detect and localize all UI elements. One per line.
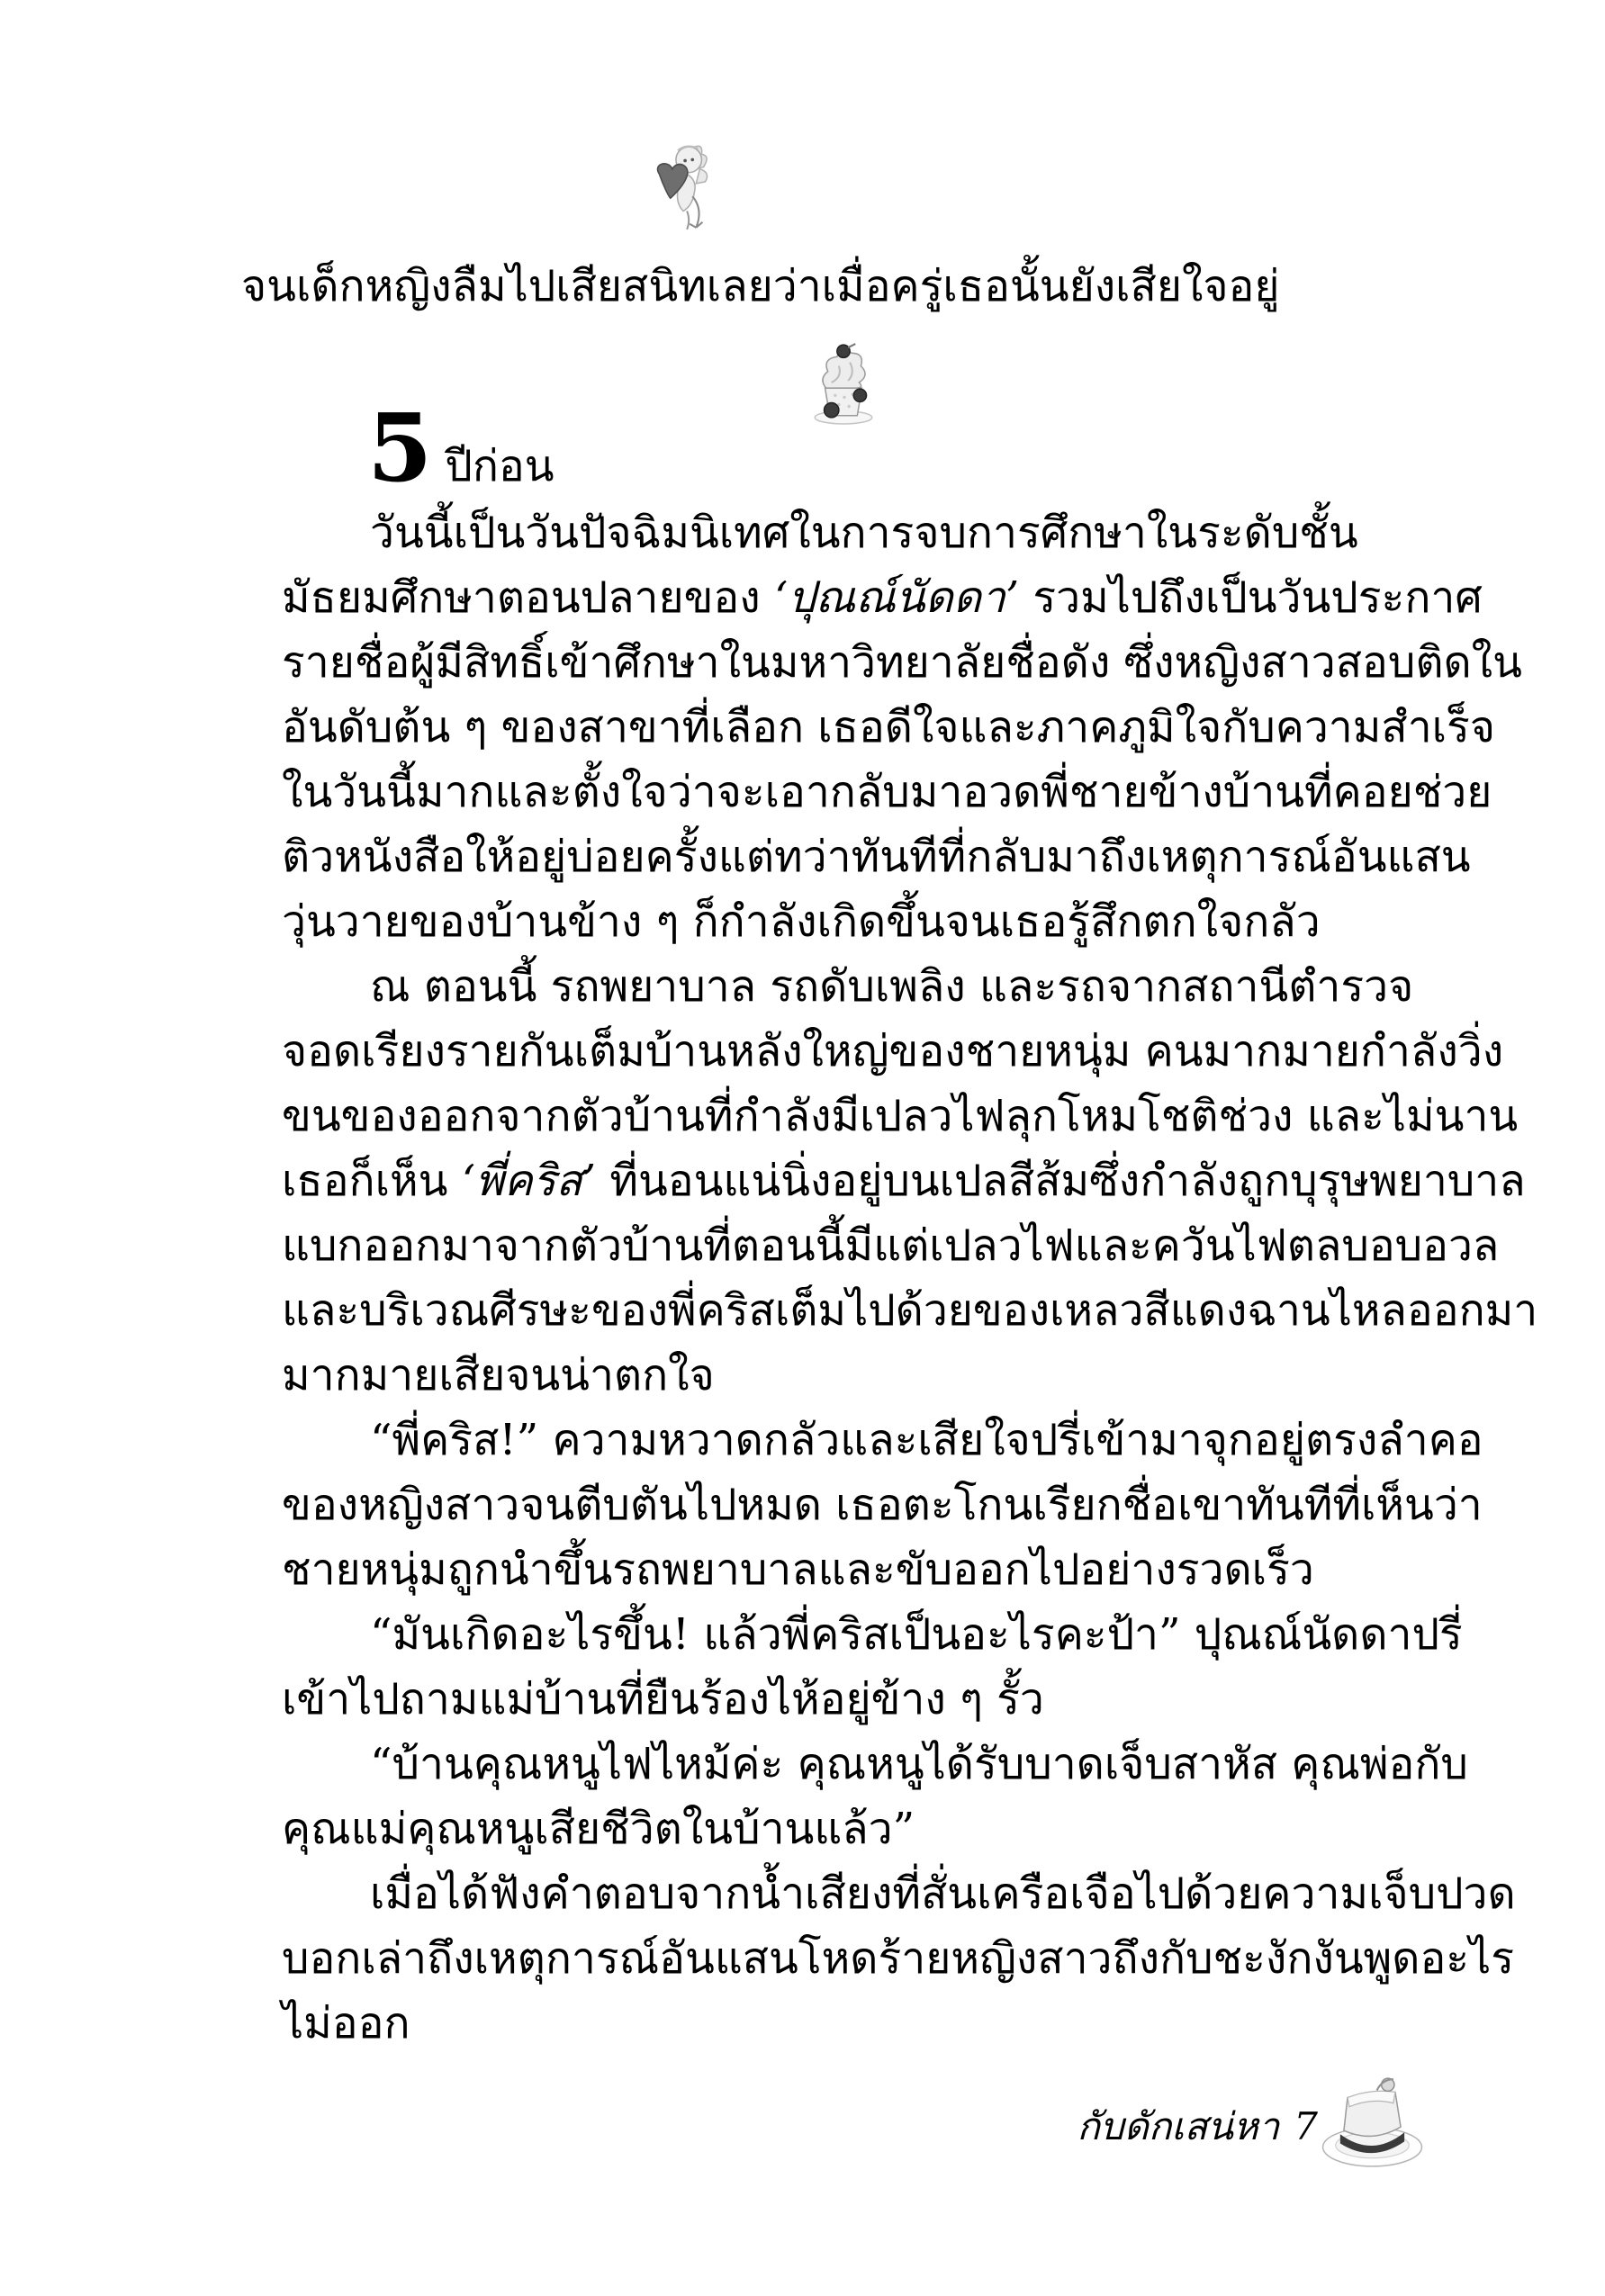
section-heading: [367, 392, 555, 503]
body-text: [282, 500, 1538, 2056]
text-line: “พี่คริส!” ความหวาดกลัวและเสียใจปรี่เข้ามาจุกอยู่ตรงลำคอ: [370, 1415, 1483, 1465]
book-title: กับดักเสน่หา: [1077, 2104, 1280, 2148]
paragraph: [282, 1732, 1468, 1861]
intro-line: จนเด็กหญิงลืมไปเสียสนิทเลยว่าเมื่อครู่เธอนั้นยังเสียใจอยู่: [241, 261, 1280, 311]
text-line: ไม่ออก: [282, 1998, 410, 2048]
text-line: มากมายเสียจนน่าตกใจ: [282, 1350, 715, 1400]
section-heading-text: ปีก่อน: [445, 441, 555, 491]
text-line: “บ้านคุณหนูไฟไหม้ค่ะ คุณหนูได้รับบาดเจ็บสาหัส คุณพ่อกับ: [370, 1739, 1468, 1789]
cupcake-icon: [811, 340, 876, 425]
text-line: คุณแม่คุณหนูเสียชีวิตในบ้านแล้ว”: [282, 1804, 915, 1854]
paragraph: [282, 954, 1538, 1408]
text-line: อันดับต้น ๆ ของสาขาที่เลือก เธอดีใจและภาคภูมิใจกับความสำเร็จ: [282, 702, 1495, 752]
text-line: เมื่อได้ฟังคำตอบจากน้ำเสียงที่สั่นเครือเจือไปด้วยความเจ็บปวด: [370, 1868, 1516, 1919]
text-line: ติวหนังสือให้อยู่บ่อยครั้งแต่ทว่าทันทีที่กลับมาถึงเหตุการณ์อันแสน: [282, 832, 1471, 882]
paragraph: [282, 1408, 1483, 1602]
text-line: วุ่นวายของบ้านข้าง ๆ ก็กำลังเกิดขึ้นจนเธอรู้สึกตกใจกลัว: [282, 896, 1321, 947]
text-line: เข้าไปถามแม่บ้านที่ยืนร้องไห้อยู่ข้าง ๆ รั้ว: [282, 1674, 1044, 1724]
text-line: ในวันนี้มากและตั้งใจว่าจะเอากลับมาอวดพี่ชายข้างบ้านที่คอยช่วย: [282, 767, 1492, 817]
text-line: “มันเกิดอะไรขึ้น! แล้วพี่คริสเป็นอะไรคะป้า” ปุณณ์นัดดาปรี่: [370, 1609, 1463, 1660]
page-footer: [900, 2097, 1318, 2156]
character-name-italic: ‘พี่คริส’: [461, 1156, 597, 1206]
text-segment: เธอก็เห็น: [282, 1156, 462, 1206]
text-segment: ที่นอนแน่นิ่งอยู่บนเปลสีส้มซึ่งกำลังถูกบุรุษพยาบาล: [596, 1156, 1526, 1206]
paragraph: [282, 500, 1522, 954]
page-number: 7: [1294, 2104, 1318, 2148]
text-line: ขนของออกจากตัวบ้านที่กำลังมีเปลวไฟลุกโหมโชติช่วง และไม่นาน: [282, 1091, 1519, 1141]
text-line: รายชื่อผู้มีสิทธิ์เข้าศึกษาในมหาวิทยาลัยชื่อดัง ซึ่งหญิงสาวสอบติดใน: [282, 637, 1522, 688]
cake-slice-icon: [1320, 2070, 1426, 2171]
cupid-heart-icon: [650, 140, 711, 235]
paragraph: [282, 1861, 1516, 2056]
text-line: ชายหนุ่มถูกนำขึ้นรถพยาบาลและขับออกไปอย่างรวดเร็ว: [282, 1544, 1314, 1595]
text-line: ณ ตอนนี้ รถพยาบาล รถดับเพลิง และรถจากสถานีตำรวจ: [370, 961, 1414, 1012]
text-line: [282, 565, 1483, 630]
section-number: 5: [367, 392, 433, 503]
paragraph: [282, 1602, 1463, 1732]
text-line: [282, 1148, 1526, 1213]
text-line: แบกออกมาจากตัวบ้านที่ตอนนี้มีแต่เปลวไฟและควันไฟตลบอบอวล: [282, 1220, 1500, 1271]
text-segment: มัธยมศึกษาตอนปลายของ: [282, 572, 774, 623]
text-line: ของหญิงสาวจนตีบตันไปหมด เธอตะโกนเรียกชื่อเขาทันทีที่เห็นว่า: [282, 1480, 1483, 1530]
text-line: บอกเล่าถึงเหตุการณ์อันแสนโหดร้ายหญิงสาวถึงกับชะงักงันพูดอะไร: [282, 1933, 1514, 1984]
character-name-italic: ‘ปุณณ์นัดดา’: [773, 572, 1020, 623]
text-line: จอดเรียงรายกันเต็มบ้านหลังใหญ่ของชายหนุ่ม คนมากมายกำลังวิ่ง: [282, 1026, 1504, 1076]
text-segment: รวมไปถึงเป็นวันประกาศ: [1019, 572, 1483, 623]
text-line: วันนี้เป็นวันปัจฉิมนิเทศในการจบการศึกษาในระดับชั้น: [370, 508, 1358, 558]
text-line: และบริเวณศีรษะของพี่คริสเต็มไปด้วยของเหลวสีแดงฉานไหลออกมา: [282, 1285, 1538, 1336]
